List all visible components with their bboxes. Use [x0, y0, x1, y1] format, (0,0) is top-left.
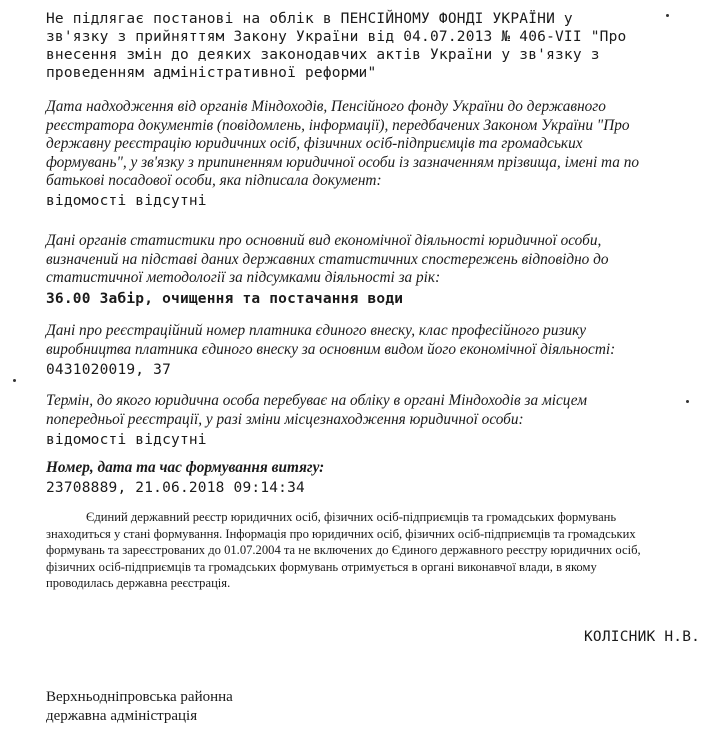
scan-speck — [666, 14, 669, 17]
statistics-section — [46, 232, 718, 308]
label-line: Дані про реєстраційний номер платника єдиного внеску, клас професійного ризику — [46, 322, 587, 339]
label-line: визначений на підставі даних державних статистичних спостережень відповідно до — [46, 250, 609, 268]
label-line: державну реєстрацію юридичних осіб, фізичних осіб-підприємців та громадських — [46, 135, 583, 152]
footer-line: Верхньодніпровська районна — [46, 689, 233, 705]
receipt-date-section — [46, 98, 718, 210]
extract-info-section — [46, 459, 718, 497]
label-line: статистичної методології за підсумками діяльності за рік: — [46, 269, 441, 286]
label-line: формувань", у зв'язку з припиненням юридичної особи із зазначенням прізвища, імені та по — [46, 153, 640, 171]
label-line: батькові посадової особи, яка підписала документ: — [46, 172, 382, 189]
tax-term-label — [46, 392, 718, 429]
tax-term-section — [46, 392, 718, 449]
registry-note-line: фізичних осіб-підприємців та громадських формувань отримується в органі виконавчої влади, в якому — [46, 559, 597, 574]
registry-note-line: формувань та зареєстрованих до 01.07.2004 та не включених до Єдиного державного реєстру юридичних осіб, — [46, 543, 641, 557]
ssc-registration-label — [46, 322, 718, 359]
statistics-value: 36.00 Забір, очищення та постачання води — [46, 290, 404, 307]
receipt-date-label — [46, 98, 718, 191]
registry-note-line: знаходиться у стані формування. Інформація про юридичних осіб, фізичних осіб-підприємців та громадських — [46, 526, 636, 541]
ssc-registration-section — [46, 322, 718, 379]
tax-term-value: відомості відсутні — [46, 432, 207, 448]
receipt-date-value: відомості відсутні — [46, 192, 207, 209]
scan-speck — [13, 379, 16, 382]
registry-note — [46, 509, 712, 592]
footer-line: державна адміністрація — [46, 708, 198, 724]
statistics-label — [46, 232, 718, 288]
header-notice-line: Не підлягає постанові на облік в ПЕНСІЙНОМУ ФОНДІ УКРАЇНИ у — [46, 11, 573, 27]
registry-note-line: Єдиний державний реєстр юридичних осіб, фізичних осіб-підприємців та громадських формувань — [86, 510, 617, 524]
header-notice-line: зв'язку з прийняттям Закону України від 04.07.2013 № 406-VII "Про — [46, 29, 627, 45]
extract-info-value: 23708889, 21.06.2018 09:14:34 — [46, 479, 305, 496]
signer-name: КОЛІСНИК Н.В. — [584, 629, 701, 645]
scan-speck — [686, 400, 689, 403]
header-notice — [46, 10, 718, 82]
header-notice-line: проведенням адміністративної реформи" — [46, 65, 377, 81]
label-line: виробництва платника єдиного внеску за основним видом його економічної діяльності: — [46, 340, 616, 358]
registry-note-line: проводилась державна реєстрація. — [46, 576, 231, 590]
label-line: Дата надходження від органів Міндоходів, Пенсійного фонду України до державного — [46, 98, 606, 115]
ssc-registration-value: 0431020019, 37 — [46, 362, 172, 378]
label-line: Дані органів статистики про основний вид економічної діяльності юридичної особи, — [46, 232, 602, 249]
extract-info-label: Номер, дата та час формування витягу: — [46, 459, 325, 476]
label-line: попередньої реєстрації, у разі зміни місцезнаходження юридичної особи: — [46, 410, 524, 428]
label-line: реєстратора документів (повідомлень, інформації), передбачених Законом України "Про — [46, 116, 630, 134]
header-notice-line: внесення змін до деяких законодавчих актів України у зв'язку з — [46, 47, 600, 63]
footer-authority — [46, 688, 233, 726]
label-line: Термін, до якого юридична особа перебуває на обліку в органі Міндоходів за місцем — [46, 392, 587, 409]
